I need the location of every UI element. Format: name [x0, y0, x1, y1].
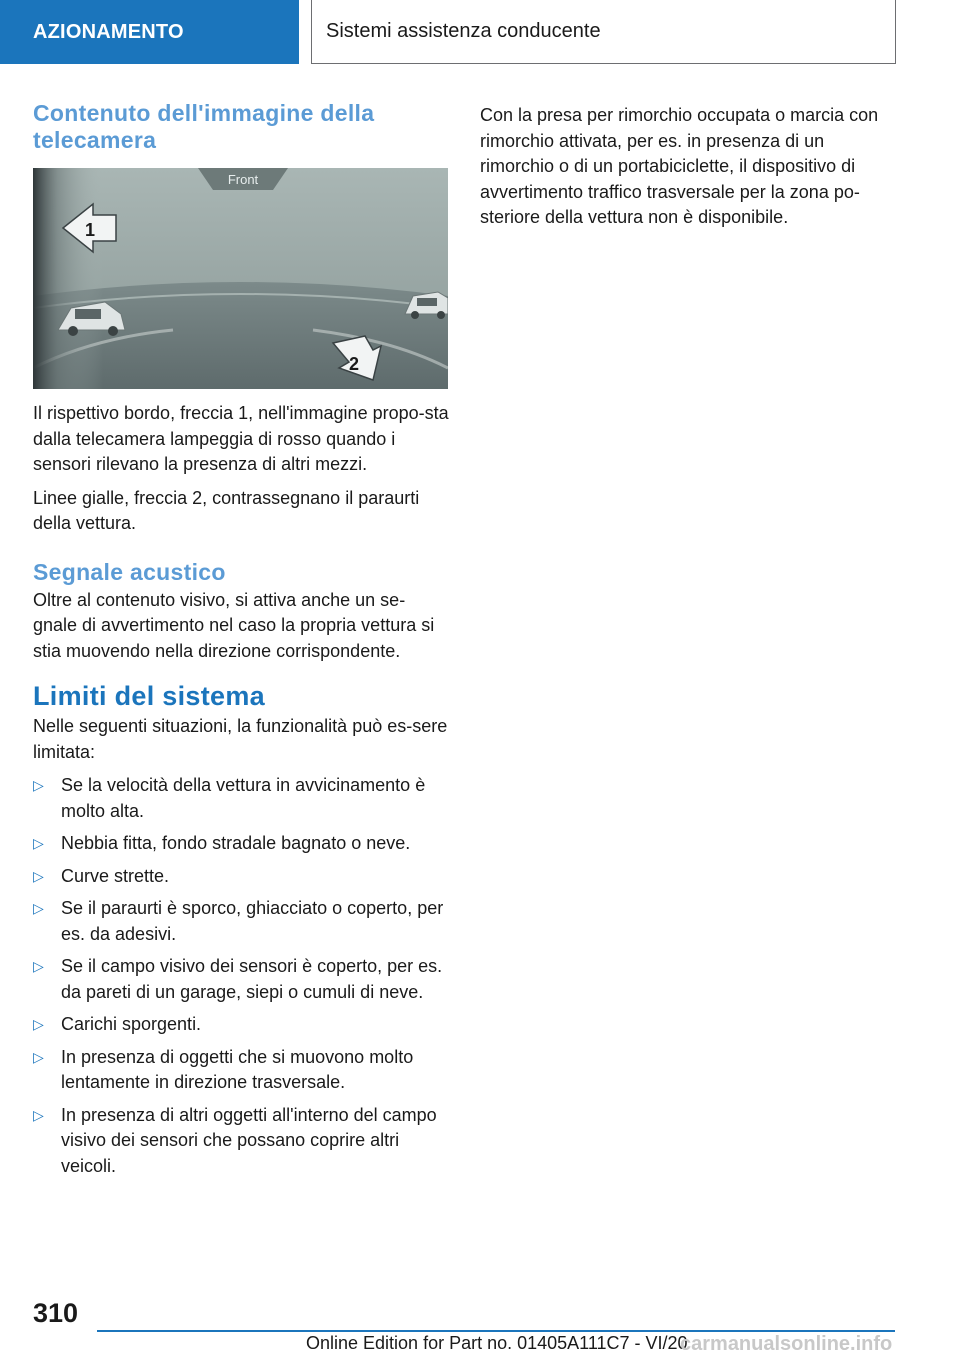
para-limits-intro: Nelle seguenti situazioni, la funzionalità può es-sere limitata: [33, 716, 448, 762]
heading-camera-content: Contenuto dell'immagine della telecamera [33, 100, 375, 153]
right-column [480, 103, 896, 239]
limits-list [33, 773, 449, 1179]
para-trailer: Con la presa per rimorchio occupata o marcia con rimorchio attivata, per es. in presenza di un rimorchio o di un portabiciclette, il dispositivo di avvertimento traffico trasversale per la zona po-steriore della vettura non è disponibile. [480, 105, 879, 227]
camera-image-figure [33, 168, 448, 389]
footer-edition: Online Edition for Part no. 01405A111C7 - VI/20 [306, 1333, 688, 1353]
triangle-bullet-icon: ▷ [33, 1016, 44, 1032]
heading-acoustic-signal: Segnale acustico [33, 558, 226, 585]
arrow1-label: 1 [85, 220, 96, 240]
triangle-bullet-icon: ▷ [33, 1106, 44, 1123]
list-item: ▷ Se il campo visivo dei sensori è coperto, per es. da pareti di un garage, siepi o cumuli di neve. [33, 956, 443, 1002]
list-item: ▷ In presenza di altri oggetti all'interno del campo visivo dei sensori che possano coprire altri veicoli. [33, 1104, 437, 1176]
page-number: 310 [33, 1298, 79, 1328]
section-tab: AZIONAMENTO [0, 0, 299, 64]
triangle-bullet-icon: ▷ [33, 900, 44, 916]
triangle-bullet-icon: ▷ [33, 835, 44, 851]
list-item: ▷ Nebbia fitta, fondo stradale bagnato o neve. [33, 831, 449, 857]
para-yellow-lines: Linee gialle, freccia 2, contrassegnano il paraurti della vettura. [33, 487, 420, 533]
watermark-text: carmanualsonline.info [680, 1333, 893, 1355]
chapter-title: Sistemi assistenza conducente [311, 0, 896, 64]
footer-divider [97, 1330, 895, 1332]
arrow2-label: 2 [349, 354, 360, 374]
list-item: ▷ In presenza di oggetti che si muovono molto lentamente in direzione trasversale. [33, 1046, 414, 1092]
para-acoustic: Oltre al contenuto visivo, si attiva anche un se-gnale di avvertimento nel caso la propria vettura si stia muovendo nella direzione corrispondente. [33, 589, 435, 661]
list-item: ▷ Carichi sporgenti. [33, 1012, 449, 1038]
list-item: ▷ Se la velocità della vettura in avvicinamento è molto alta. [33, 775, 426, 821]
left-column [33, 100, 449, 1186]
heading-system-limits: Limiti del sistema [33, 681, 265, 711]
triangle-bullet-icon: ▷ [33, 958, 44, 974]
list-item: ▷ Se il paraurti è sporco, ghiacciato o coperto, per es. da adesivi. [33, 898, 444, 944]
triangle-bullet-icon: ▷ [33, 1048, 44, 1065]
list-item: ▷ Curve strette. [33, 864, 449, 890]
para-red-border: Il rispettivo bordo, freccia 1, nell'immagine propo-sta dalla telecamera lampeggia di rosso quando i sensori rilevano la presenza di altri mezzi. [33, 403, 449, 474]
front-label: Front [227, 172, 259, 187]
triangle-bullet-icon: ▷ [33, 777, 44, 793]
triangle-bullet-icon: ▷ [33, 867, 44, 884]
